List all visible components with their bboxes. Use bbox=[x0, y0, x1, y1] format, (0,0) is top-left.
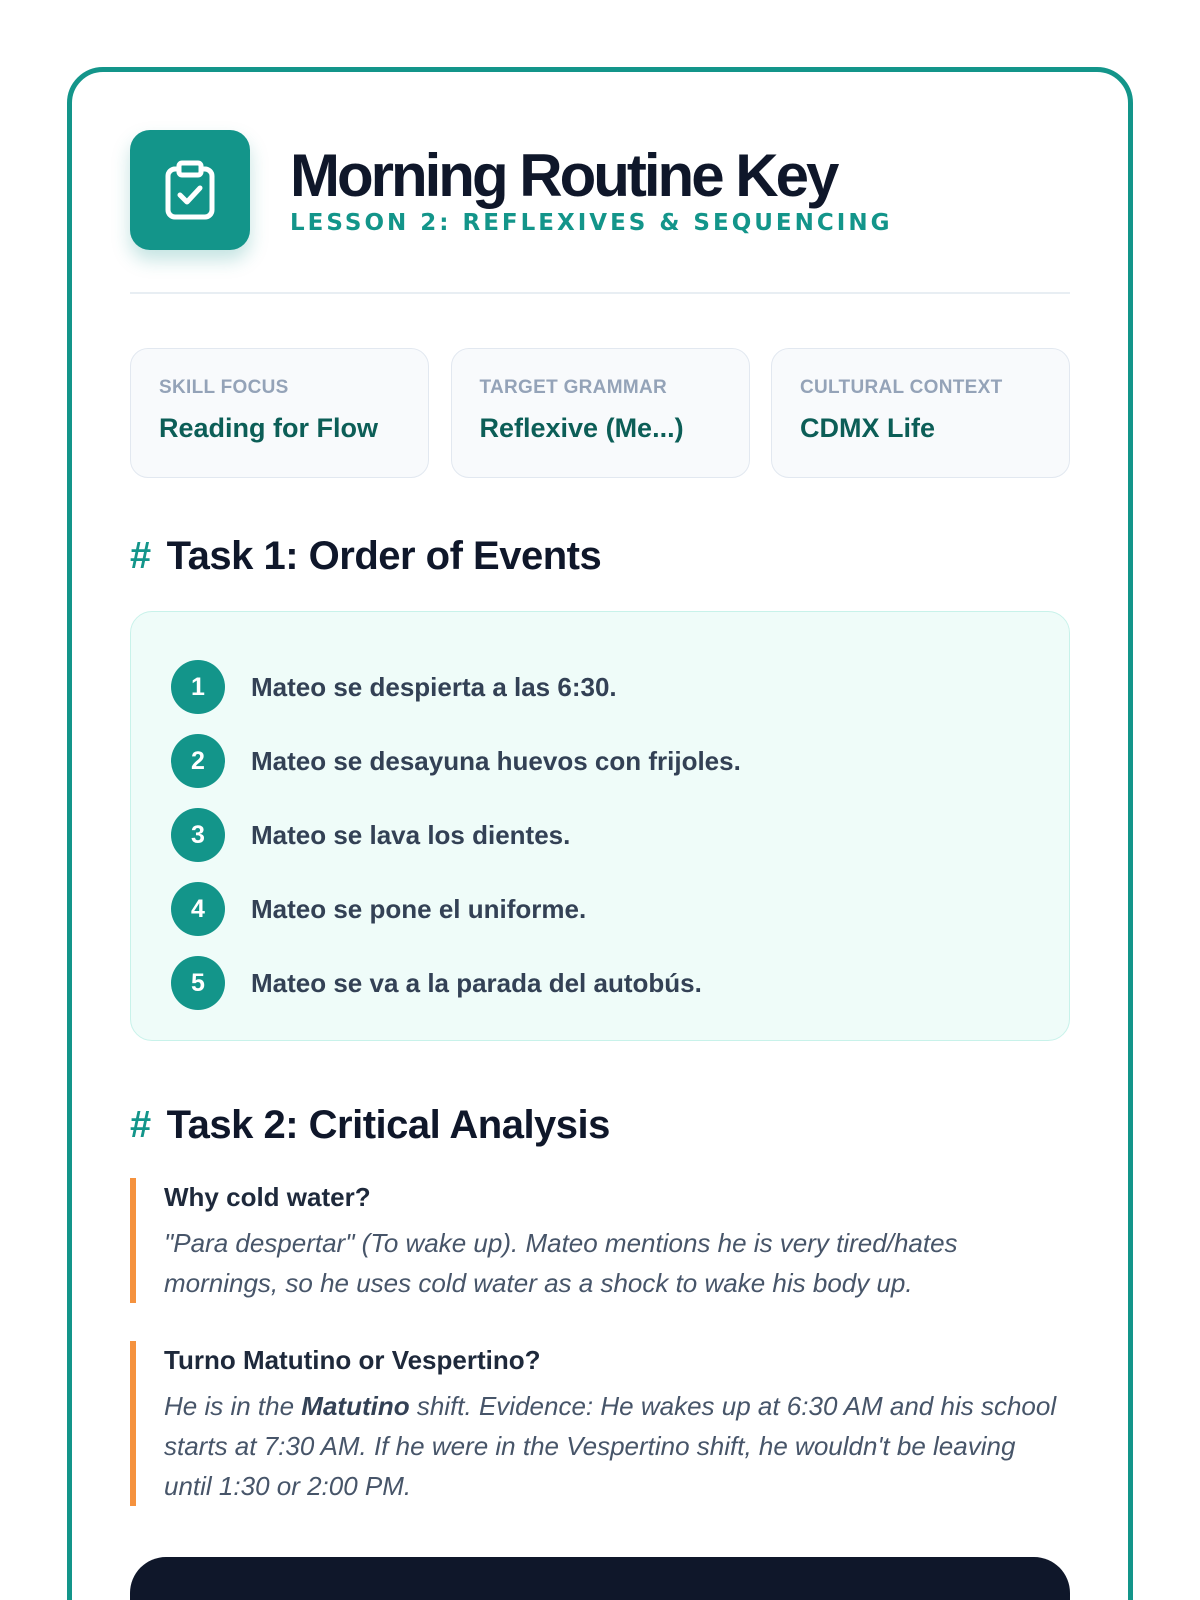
stat-value: Reflexive (Me...) bbox=[479, 413, 684, 443]
stat-label: SKILL FOCUS bbox=[159, 377, 289, 398]
step-number-badge: 1 bbox=[171, 660, 225, 714]
task2-title: Task 2: Critical Analysis bbox=[166, 1103, 610, 1147]
task1-heading bbox=[130, 534, 1070, 579]
analysis-answer: "Para despertar" (To wake up). Mateo mentions he is very tired/hates mornings, so he uses cold water as a shock to wake his body up. bbox=[164, 1228, 958, 1298]
analysis-answer bbox=[164, 1386, 1070, 1506]
stat-card-cultural-context bbox=[771, 348, 1070, 478]
task1-title: Task 1: Order of Events bbox=[166, 534, 602, 578]
answer-key-card bbox=[67, 67, 1133, 1600]
step-number-badge: 2 bbox=[171, 734, 225, 788]
stat-label: CULTURAL CONTEXT bbox=[800, 377, 1003, 398]
stat-card-target-grammar bbox=[451, 348, 750, 478]
stat-label: TARGET GRAMMAR bbox=[479, 377, 667, 398]
list-item bbox=[171, 872, 1069, 946]
event-text: Mateo se desayuna huevos con frijoles. bbox=[251, 745, 741, 776]
lesson-subtitle: LESSON 2: REFLEXIVES & SEQUENCING bbox=[290, 210, 893, 236]
event-text: Mateo se va a la parada del autobús. bbox=[251, 967, 702, 998]
answer-emphasis: Matutino bbox=[301, 1391, 410, 1421]
hash-icon: # bbox=[130, 1104, 151, 1146]
list-item bbox=[171, 798, 1069, 872]
event-text: Mateo se lava los dientes. bbox=[251, 819, 571, 850]
step-number-badge: 5 bbox=[171, 956, 225, 1010]
event-text: Mateo se pone el uniforme. bbox=[251, 893, 587, 924]
header-titles bbox=[290, 144, 892, 236]
task2-heading bbox=[130, 1103, 1070, 1148]
events-list bbox=[130, 611, 1070, 1041]
clipboard-check-icon bbox=[130, 130, 250, 250]
answer-text-pre: He is in the bbox=[164, 1391, 302, 1421]
answer-text-post: shift. Evidence: He wakes up at 6:30 AM and his school starts at 7:30 AM. If he were in the Vespertino shift, he wouldn't be leaving until 1:30 or 2:00 PM. bbox=[164, 1391, 1057, 1501]
analysis-item-shift bbox=[130, 1341, 1070, 1506]
hash-icon: # bbox=[130, 535, 151, 577]
header-divider bbox=[130, 292, 1070, 294]
header bbox=[130, 130, 1070, 250]
stat-value: Reading for Flow bbox=[159, 413, 378, 443]
analysis-question: Turno Matutino or Vespertino? bbox=[164, 1345, 541, 1375]
list-item bbox=[171, 724, 1069, 798]
analysis-item-cold-water bbox=[130, 1178, 1070, 1303]
stat-cards bbox=[130, 348, 1070, 478]
stat-card-skill-focus bbox=[130, 348, 429, 478]
list-item bbox=[171, 946, 1069, 1020]
event-text: Mateo se despierta a las 6:30. bbox=[251, 671, 617, 702]
analysis-question: Why cold water? bbox=[164, 1182, 371, 1212]
footer-bar bbox=[130, 1557, 1070, 1600]
list-item bbox=[171, 650, 1069, 724]
step-number-badge: 4 bbox=[171, 882, 225, 936]
step-number-badge: 3 bbox=[171, 808, 225, 862]
page-title: Morning Routine Key bbox=[290, 142, 837, 209]
card-content bbox=[130, 130, 1070, 1506]
stat-value: CDMX Life bbox=[800, 413, 935, 443]
